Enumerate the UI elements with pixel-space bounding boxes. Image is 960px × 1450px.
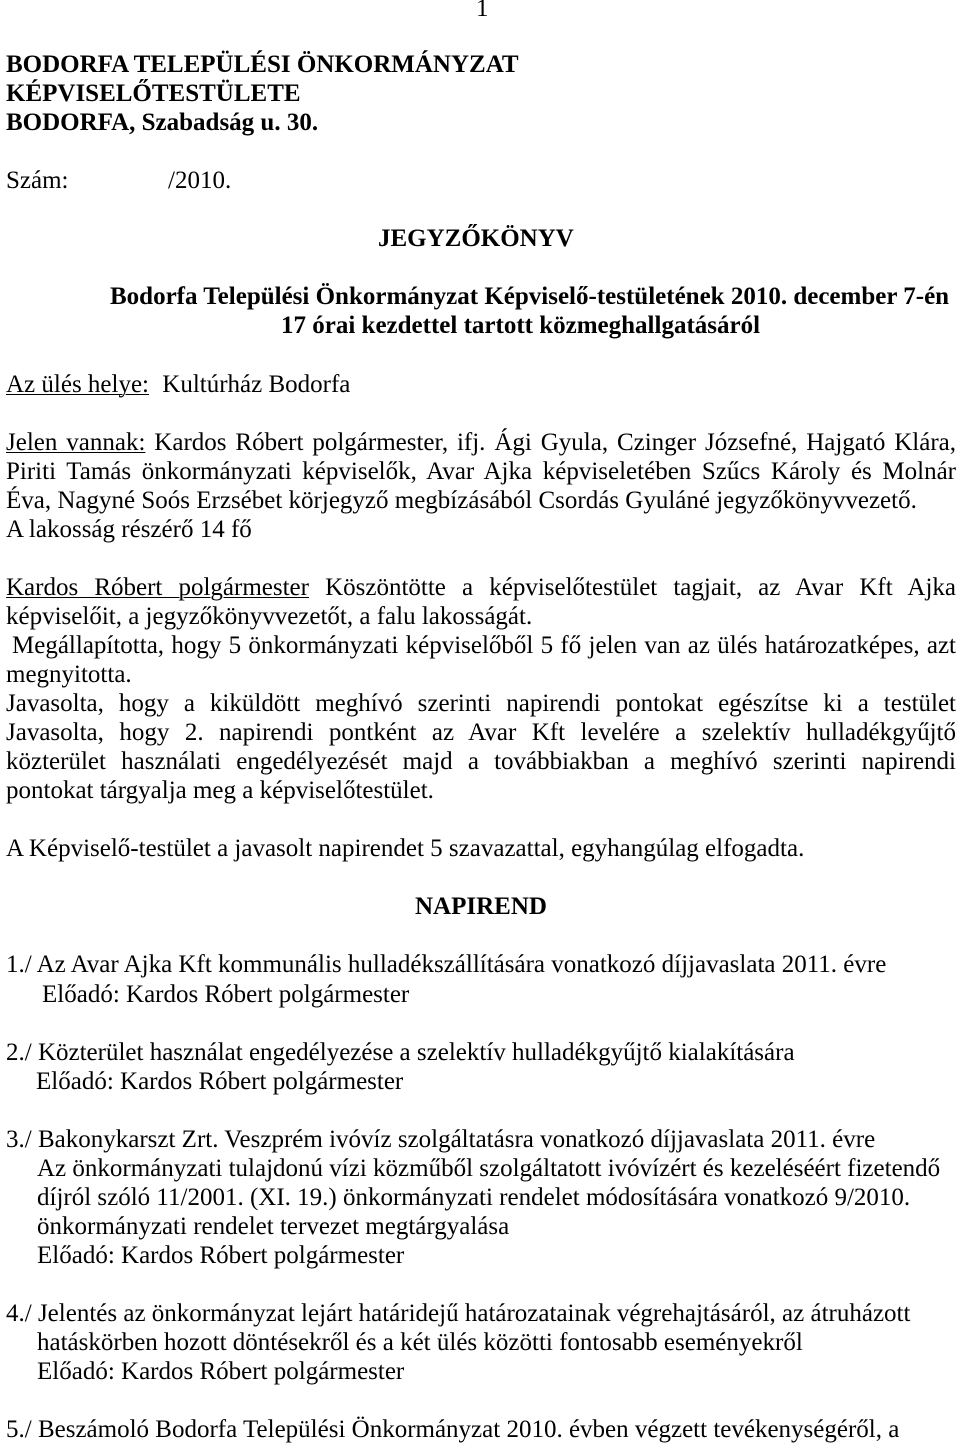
opening-text: Köszöntötte a képviselőtestület tagjait, az Avar Kft Ajka [325,573,956,601]
agenda-item-number: 4./ [6,1300,32,1328]
opening-line-5: Javasolta, hogy a kiküldött meghívó szerinti napirendi pontokat egészítse ki a testület [6,690,956,718]
resolution-text: A Képviselő-testület a javasolt napirendet 5 szavazattal, egyhangúlag elfogadta. [6,835,805,863]
spacer [6,1096,956,1125]
attendees-line-1 [6,428,956,457]
agenda-item-title: Közterület használat engedélyezése a szelektív hulladékgyűjtő kialakítására [37,1038,795,1066]
attendees-label: Jelen vannak: [6,428,146,456]
subtitle-line-2: 17 órai kezdettel tartott közmeghallgatásáról [281,312,761,340]
subtitle-line-1: Bodorfa Települési Önkormányzat Képviselő-testületének 2010. december 7-én [110,283,950,311]
header-address: BODORFA, Szabadság u. 30. [6,109,319,137]
spacer [6,921,956,950]
opening-line-6: Javasolta, hogy 2. napirendi pontként az Avar Kft levelére a szelektív hulladékgyűjtő [6,719,956,747]
spacer [6,137,956,166]
agenda-item-title: Bakonykarszt Zrt. Veszprém ivóvíz szolgáltatásra vonatkozó díjjavaslata 2011. évre [37,1125,876,1153]
agenda-item-number: 1./ [6,951,32,979]
attendees-text: Kardos Róbert polgármester, ifj. Ági Gyula, Czinger Józsefné, Hajgató Klára, [154,428,956,456]
agenda-item-title: Jelentés az önkormányzat lejárt határidejű határozatainak végrehajtásáról, az átruházott [37,1300,911,1328]
opening-line-1 [6,573,956,602]
venue-value: Kultúrház Bodorfa [162,370,351,398]
spacer [6,863,956,892]
reference-line [6,166,956,195]
public-attendance: A lakosság részérő 14 fő [6,515,252,543]
agenda-item-title: Az Avar Ajka Kft kommunális hulladékszállítására vonatkozó díjjavaslata 2011. évre [36,951,887,979]
spacer [6,805,956,834]
header-body-name: KÉPVISELŐTESTÜLETE [6,80,301,108]
opening-line-8: pontokat tárgyalja meg a képviselőtestület. [6,777,434,805]
venue-label: Az ülés helye: [6,370,150,398]
document-title: JEGYZŐKÖNYV [378,225,574,253]
agenda-item-number: 3./ [6,1125,32,1153]
opening-line-4: megnyitotta. [6,660,132,688]
page-number: 1 [476,0,489,22]
spacer [6,195,956,224]
reference-number: /2010. [168,167,232,195]
agenda-item-1-presenter: Előadó: Kardos Róbert polgármester [42,980,410,1008]
agenda-item-3-presenter: Előadó: Kardos Róbert polgármester [37,1241,405,1269]
agenda-heading: NAPIREND [415,893,547,921]
spacer [6,1009,956,1038]
document-body [6,50,956,1444]
attendees-line-2: Piriti Tamás önkormányzati képviselők, Avar Ajka képviseletében Szűcs Károly és Molnár [6,457,956,485]
agenda-item-5-title [6,1415,956,1444]
agenda-item-number: 5./ [6,1416,32,1444]
agenda-item-4-presenter: Előadó: Kardos Róbert polgármester [37,1358,405,1386]
agenda-item-3-detail: díjról szóló 11/2001. (XI. 19.) önkormányzati rendelet módosítására vonatkozó 9/2010. [37,1183,911,1211]
agenda-item-2-title [6,1038,956,1067]
agenda-item-number: 2./ [6,1038,32,1066]
agenda-item-4-detail: hatáskörben hozott döntésekről és a két ülés közötti fontosabb eseményekről [37,1329,803,1357]
agenda-item-4-title [6,1299,956,1328]
agenda-item-title: Beszámoló Bodorfa Települési Önkormányzat 2010. évben végzett tevékenységéről, a [37,1416,900,1444]
spacer [6,253,956,282]
spacer [6,1386,956,1415]
agenda-item-3-detail: Az önkormányzati tulajdonú vízi közműből szolgáltatott ivóvízért és kezeléséért fizetendő [37,1154,941,1182]
opening-line-2: képviselőit, a jegyzőkönyvvezetőt, a falu lakosságát. [6,602,533,630]
venue-line [6,370,956,399]
reference-label: Szám: [6,167,69,195]
opening-speaker: Kardos Róbert polgármester [6,573,309,601]
agenda-item-2-presenter: Előadó: Kardos Róbert polgármester [36,1067,404,1095]
spacer [6,340,956,369]
agenda-item-3-detail: önkormányzati rendelet tervezet megtárgyalása [37,1212,510,1240]
spacer [6,544,956,573]
opening-line-7: közterület használati engedélyezését majd a továbbiakban a meghívó szerinti napirendi [6,748,956,776]
attendees-line-3: Éva, Nagyné Soós Erzsébet körjegyző megbízásából Csordás Gyuláné jegyzőkönyvvezető. [6,486,917,514]
opening-line-3: Megállapította, hogy 5 önkormányzati képviselőből 5 fő jelen van az ülés határozatképes, azt [12,631,956,659]
agenda-item-3-title [6,1125,956,1154]
agenda-item-1-title [6,950,956,979]
header-organization: BODORFA TELEPÜLÉSI ÖNKORMÁNYZAT [6,51,519,78]
spacer [6,399,956,428]
spacer [6,1270,956,1299]
